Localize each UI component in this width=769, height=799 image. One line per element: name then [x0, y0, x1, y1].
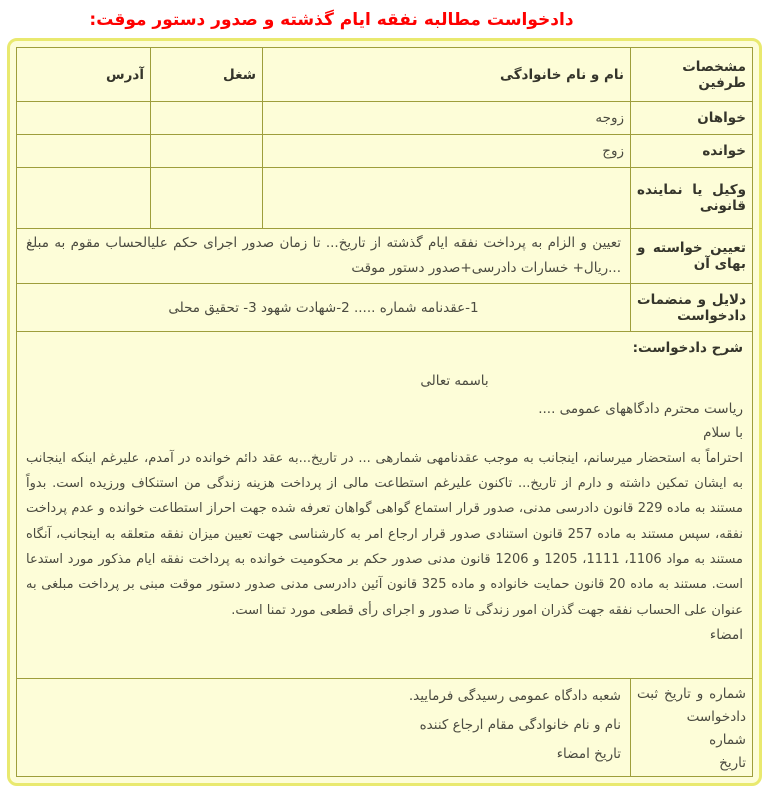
- claim-label: تعیین خواسته و بهای آن: [631, 229, 753, 284]
- header-address-label: آدرس: [17, 48, 151, 102]
- defendant-row: [17, 135, 753, 168]
- branch-referral-line: شعبه دادگاه عمومی رسیدگی فرمایید.: [408, 688, 621, 705]
- description-cell: [17, 332, 753, 679]
- footer-row: [17, 679, 753, 777]
- plaintiff-address-cell: [17, 102, 151, 135]
- signature-date-line: تاریخ امضاء: [556, 746, 621, 763]
- signature-label: امضاء: [709, 626, 743, 643]
- claim-row: [17, 229, 753, 284]
- registration-number-label: شماره: [709, 731, 746, 748]
- salutation-line: ریاست محترم دادگاههای عمومی ....: [538, 401, 743, 418]
- petition-table: [16, 47, 753, 777]
- table-header-row: [17, 48, 753, 102]
- petition-form-container: [7, 38, 762, 786]
- referral-cell: [17, 679, 631, 777]
- description-row: [17, 332, 753, 679]
- header-job-label: شغل: [151, 48, 263, 102]
- registration-cell: [631, 679, 753, 777]
- plaintiff-job-cell: [151, 102, 263, 135]
- registration-label: شماره و تاریخ ثبت دادخواست: [637, 686, 746, 725]
- petition-body-text: احتراماً به استحضار میرسانم، اینجانب به موجب عقدنامهی شمارهی ... در تاریخ...به عقد دائم خوانده در آمدم، علیرغم اینکه اینجانب به ایشان تمکین داشته و دارم از تاریخ... تاکنون علیرغم استطاعت مالی از پرداخت هزینه زندگی من استنکاف ورزیده است. بدواً مستند به ماده 229 قانون دادرسی مدنی، صدور قرار استماع گواهی گواهان تعرفه شده جهت احراز استطاعت خوانده و عدم پرداخت نفقه، سپس مستند به ماده 257 قانون استنادی صدور قرار ارجاع امر به کارشناسی جهت تعیین میزان نفقه متعلقه به اینجانب، آنگاه مستند به مواد 1106، 1111، 1205 و 1206 قانون مدنی صدور حکم بر محکومیت خوانده به پرداخت نفقه ایام مذکور مورد استدعا است. مستند به ماده 20 قانون حمایت خانواده و ماده 325 قانون آئین دادرسی مدنی صدور دستور موقت مبنی بر پرداخت مبلغی به عنوان علی الحساب نفقه جهت گذران امور زندگی تا صدور و اجرای رأی قطعی مورد تمنا است.: [26, 450, 744, 618]
- referrer-name-line: نام و نام خانوادگی مقام ارجاع کننده: [419, 717, 621, 734]
- lawyer-job-cell: [151, 168, 263, 229]
- petition-document-page: [0, 9, 769, 786]
- plaintiff-row: [17, 102, 753, 135]
- defendant-label: خوانده: [631, 135, 753, 168]
- lawyer-address-cell: [17, 168, 151, 229]
- lawyer-name-cell: [263, 168, 631, 229]
- evidence-value: 1-عقدنامه شماره ..... 2-شهادت شهود 3- تحقیق محلی: [17, 284, 631, 332]
- description-label: شرح دادخواست:: [632, 340, 743, 357]
- plaintiff-name-cell: زوجه: [263, 102, 631, 135]
- plaintiff-label: خواهان: [631, 102, 753, 135]
- claim-value: تعیین و الزام به پرداخت نفقه ایام گذشته از تاریخ... تا زمان صدور اجرای حکم علیالحساب مقوم به مبلغ ...ریال+ خسارات دادرسی+صدور دستور موقت: [17, 229, 631, 284]
- defendant-address-cell: [17, 135, 151, 168]
- header-fullname-label: نام و نام خانوادگی: [263, 48, 631, 102]
- defendant-job-cell: [151, 135, 263, 168]
- header-parties-label: مشخصات طرفین: [631, 48, 753, 102]
- defendant-name-cell: زوج: [263, 135, 631, 168]
- evidence-label: دلایل و منضمات دادخواست: [631, 284, 753, 332]
- registration-date-label: تاریخ: [719, 754, 746, 771]
- greeting-line: با سلام: [703, 424, 743, 441]
- lawyer-row: [17, 168, 753, 229]
- page-title: دادخواست مطالبه نفقه ایام گذشته و صدور دستور موقت:: [89, 10, 574, 30]
- evidence-row: [17, 284, 753, 332]
- basmala-text: باسمه تعالی: [420, 372, 489, 389]
- lawyer-label: وکیل یا نماینده قانونی: [631, 168, 753, 229]
